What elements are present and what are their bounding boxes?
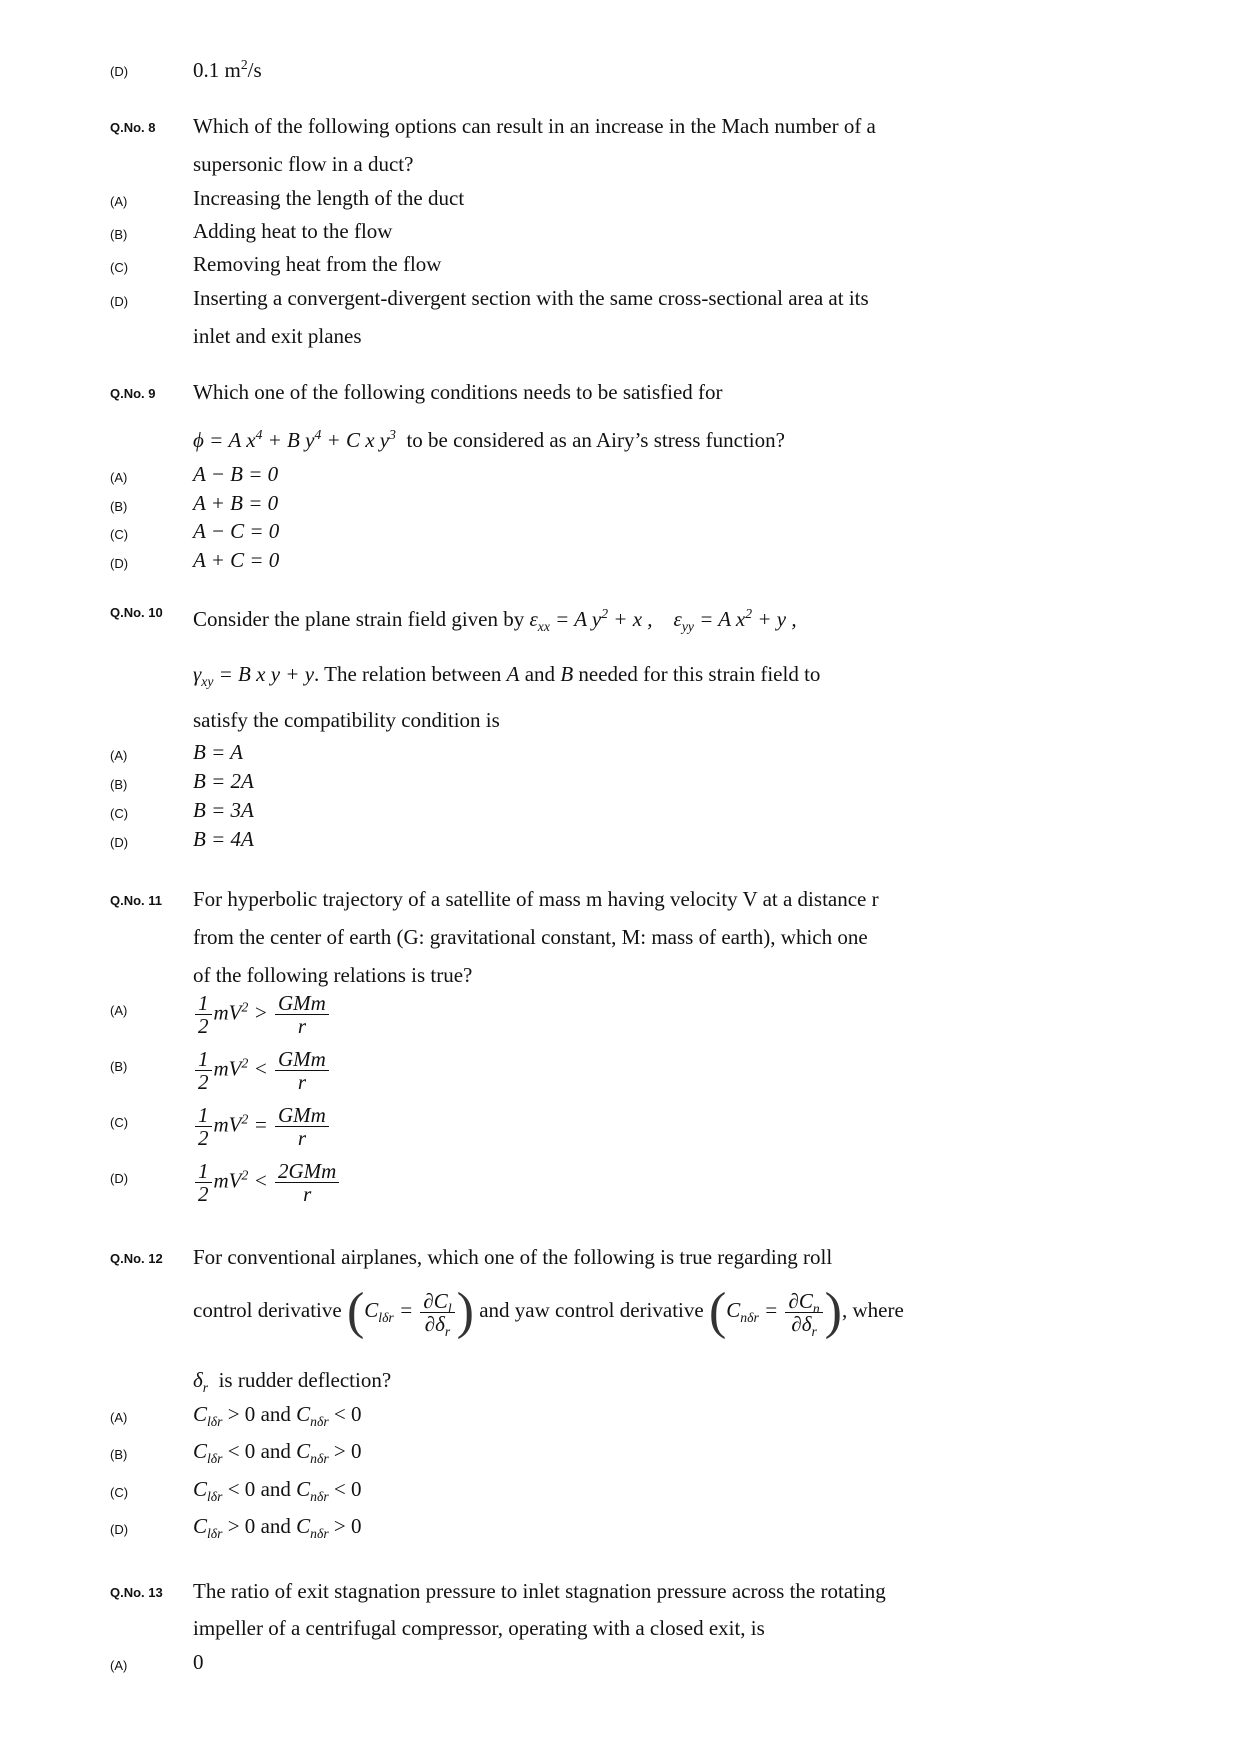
question-number: Q.No. 8 bbox=[110, 120, 156, 135]
question-text: For hyperbolic trajectory of a satellite of mass m having velocity V at a distance r bbox=[193, 887, 879, 911]
question-number: Q.No. 12 bbox=[110, 1251, 163, 1266]
question-text-suffix: to be considered as an Airy’s stress function? bbox=[406, 428, 785, 452]
question-number: Q.No. 11 bbox=[110, 893, 163, 908]
strain-yy-expression: $\varepsilon_{yy} = A$ $x^2 + y$ , bbox=[673, 606, 797, 635]
option-text: 0.1 $m^2/s$ bbox=[193, 57, 262, 82]
question-text: Which one of the following conditions needs to be satisfied for bbox=[193, 380, 723, 404]
option-label: (A) bbox=[110, 748, 128, 763]
yaw-derivative: $C_{n\delta r}$ = $\frac{\partial C_n}{\partial\delta_r}$ bbox=[726, 1298, 824, 1322]
option-text: A − B = 0 bbox=[193, 462, 279, 486]
question-text: Which of the following options can result in an increase in the Mach number of a bbox=[193, 114, 876, 138]
shear-strain-expression: $\gamma_{xy} = B$ x y + y bbox=[193, 662, 315, 690]
question-text bbox=[193, 428, 785, 452]
option-label: (A) bbox=[110, 1410, 128, 1425]
option-text: A − C = 0 bbox=[193, 519, 280, 543]
option-label: (B) bbox=[110, 499, 128, 514]
question-number: Q.No. 9 bbox=[110, 386, 156, 401]
option-formula: $\frac{1}{2}$ $mV^2$ < $\frac{\text{2GMm}}{r}$ bbox=[193, 1160, 341, 1205]
question-text: satisfy the compatibility condition is bbox=[193, 708, 500, 732]
option-label: (A) bbox=[110, 1003, 128, 1018]
option-label: (C) bbox=[110, 806, 129, 821]
option-text: Adding heat to the flow bbox=[193, 219, 393, 243]
option-formula: $\frac{1}{2}$ $mV^2$ = $\frac{\text{GMm}}{r}$ bbox=[193, 1104, 331, 1149]
question-text: of the following relations is true? bbox=[193, 963, 473, 987]
option-label: (A) bbox=[110, 194, 128, 209]
option-label: (B) bbox=[110, 777, 128, 792]
option-text: A + C = 0 bbox=[193, 548, 280, 572]
option-text: $C_{l\delta r} < 0$ and $C_{n\delta r} > 0$ bbox=[193, 1439, 362, 1467]
question-text: impeller of a centrifugal compressor, operating with a closed exit, is bbox=[193, 1616, 765, 1640]
option-text: B = 3A bbox=[193, 798, 254, 822]
option-formula: $\frac{1}{2}$ $mV^2$ > $\frac{\text{GMm}}{r}$ bbox=[193, 992, 331, 1037]
option-formula: $\frac{1}{2}$ $mV^2$ < $\frac{\text{GMm}}{r}$ bbox=[193, 1048, 331, 1093]
option-text: Removing heat from the flow bbox=[193, 252, 442, 276]
option-text: 0 bbox=[193, 1650, 204, 1674]
option-label: (B) bbox=[110, 1059, 128, 1074]
option-text: B = A bbox=[193, 740, 243, 764]
option-text: $C_{l\delta r} > 0$ and $C_{n\delta r} < 0$ bbox=[193, 1402, 362, 1430]
question-text: $\gamma_{xy} = B$ x y + y. The relation between A and B needed for this strain field to bbox=[193, 662, 821, 690]
option-label: (D) bbox=[110, 835, 129, 850]
option-label: (C) bbox=[110, 260, 129, 275]
option-label: (D) bbox=[110, 64, 129, 79]
strain-xx-expression: $\varepsilon_{xx} = A$ $y^2 + x$ , bbox=[529, 606, 653, 635]
question-text: from the center of earth (G: gravitational constant, M: mass of earth), which one bbox=[193, 925, 868, 949]
option-text: A + B = 0 bbox=[193, 491, 279, 515]
option-label: (A) bbox=[110, 470, 128, 485]
option-label: (D) bbox=[110, 294, 129, 309]
option-label: (A) bbox=[110, 1658, 128, 1673]
question-number: Q.No. 13 bbox=[110, 1585, 163, 1600]
option-text: B = 4A bbox=[193, 827, 254, 851]
question-text: $\delta_r$ is rudder deflection? bbox=[193, 1368, 392, 1396]
option-text: Increasing the length of the duct bbox=[193, 186, 465, 210]
question-text: supersonic flow in a duct? bbox=[193, 152, 414, 176]
question-text-prefix: Consider the plane strain field given by bbox=[193, 607, 525, 631]
airy-function-expression: ϕ = A $x^4 + B$ $y^4 + C$ x $y^3$ bbox=[193, 427, 396, 452]
option-label: (D) bbox=[110, 1171, 129, 1186]
question-number: Q.No. 10 bbox=[110, 605, 163, 620]
question-text bbox=[193, 606, 797, 635]
option-label: (C) bbox=[110, 1115, 129, 1130]
question-text: For conventional airplanes, which one of the following is true regarding roll bbox=[193, 1245, 833, 1269]
roll-derivative: $C_{l\delta r}$ = $\frac{\partial C_l}{\partial\delta_r}$ bbox=[364, 1298, 456, 1322]
option-label: (C) bbox=[110, 527, 129, 542]
option-label: (D) bbox=[110, 1522, 129, 1537]
option-text: $C_{l\delta r} < 0$ and $C_{n\delta r} < 0$ bbox=[193, 1477, 362, 1505]
option-label: (B) bbox=[110, 227, 128, 242]
question-text: The ratio of exit stagnation pressure to inlet stagnation pressure across the rotating bbox=[193, 1579, 886, 1603]
option-label: (C) bbox=[110, 1485, 129, 1500]
option-text: B = 2A bbox=[193, 769, 254, 793]
question-text: control derivative ($C_{l\delta r}$ = $\frac{\partial C_l}{\partial\delta_r}$ ) and yaw control derivative ($C_{n\delta r}$ = $\frac{\partial C_n}{\partial\delta_r}$ ), where bbox=[193, 1283, 904, 1341]
option-label: (B) bbox=[110, 1447, 128, 1462]
option-label: (D) bbox=[110, 556, 129, 571]
option-text: inlet and exit planes bbox=[193, 324, 362, 348]
option-text: Inserting a convergent-divergent section with the same cross-sectional area at its bbox=[193, 286, 869, 310]
option-text: $C_{l\delta r} > 0$ and $C_{n\delta r} > 0$ bbox=[193, 1514, 362, 1542]
